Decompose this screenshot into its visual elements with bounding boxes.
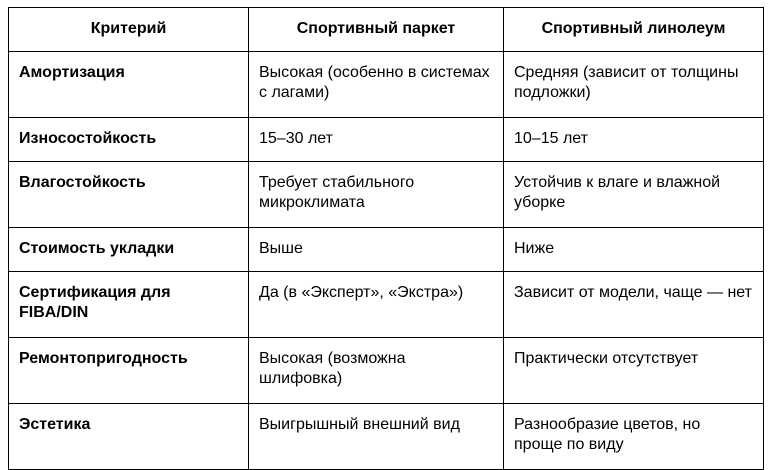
parquet-cell: Да (в «Эксперт», «Экстра») [249,272,504,338]
criterion-cell: Сертификация для FIBA/DIN [9,272,249,338]
linoleum-cell: Зависит от модели, чаще — нет [504,272,764,338]
parquet-cell: Требует стабильного микроклимата [249,162,504,228]
criterion-cell: Амортизация [9,52,249,118]
parquet-cell: Высокая (возможна шлифовка) [249,338,504,404]
linoleum-cell: Устойчив к влаге и влажной уборке [504,162,764,228]
header-linoleum: Спортивный линолеум [504,8,764,52]
table-row [9,338,764,404]
table-row [9,404,764,470]
table-row [9,118,764,162]
table-row [9,272,764,338]
linoleum-cell: Средняя (зависит от толщины подложки) [504,52,764,118]
criterion-cell: Износостойкость [9,118,249,162]
linoleum-cell: Ниже [504,228,764,272]
table-row [9,228,764,272]
criterion-cell: Ремонтопригодность [9,338,249,404]
comparison-table-container [8,7,764,470]
table-row [9,162,764,228]
parquet-cell: 15–30 лет [249,118,504,162]
criterion-cell: Влагостойкость [9,162,249,228]
parquet-cell: Выигрышный внешний вид [249,404,504,470]
table-row [9,52,764,118]
parquet-cell: Выше [249,228,504,272]
header-row [9,8,764,52]
criterion-cell: Стоимость укладки [9,228,249,272]
parquet-cell: Высокая (особенно в системах с лагами) [249,52,504,118]
linoleum-cell: Практически отсутствует [504,338,764,404]
criterion-cell: Эстетика [9,404,249,470]
linoleum-cell: 10–15 лет [504,118,764,162]
header-parquet: Спортивный паркет [249,8,504,52]
linoleum-cell: Разнообразие цветов, но проще по виду [504,404,764,470]
header-criterion: Критерий [9,8,249,52]
comparison-table [8,7,764,470]
